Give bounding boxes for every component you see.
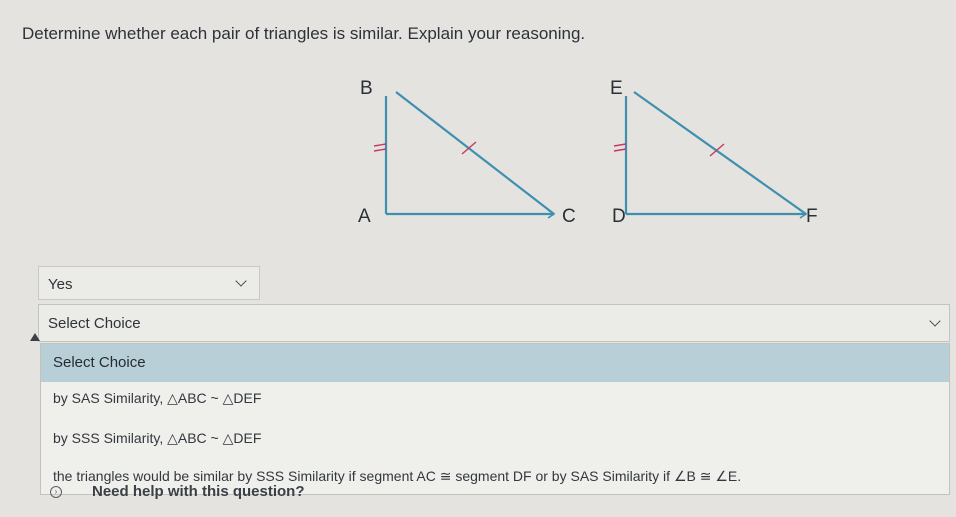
triangle-abc [358, 78, 576, 227]
chevron-circle-icon[interactable]: › [50, 486, 62, 498]
vertex-label-d: D [612, 206, 626, 227]
vertex-label-f: F [806, 206, 818, 227]
similar-dropdown[interactable] [38, 266, 260, 300]
option-conditional-similarity[interactable]: the triangles would be similar by SSS Similarity if segment AC ≅ segment DF or by SAS Similarity if ∠B ≅ ∠E. [53, 468, 742, 484]
vertex-label-e: E [610, 78, 623, 99]
help-link[interactable]: Need help with this question? [92, 483, 305, 500]
triangle-figure [330, 70, 850, 240]
vertex-label-c: C [562, 206, 576, 227]
triangle-def [610, 78, 818, 227]
reason-select[interactable] [38, 304, 950, 342]
option-sas-similarity[interactable]: by SAS Similarity, △ABC ~ △DEF [53, 390, 262, 406]
vertex-label-b: B [360, 78, 373, 99]
option-select-choice[interactable]: Select Choice [41, 344, 949, 382]
similar-dropdown-value: Yes [48, 276, 73, 293]
cursor-pointer-icon [30, 333, 40, 341]
chevron-down-icon [929, 315, 940, 326]
question-prompt: Determine whether each pair of triangles is similar. Explain your reasoning. [22, 24, 586, 43]
reason-select-value: Select Choice [48, 315, 141, 332]
chevron-down-icon [235, 275, 246, 286]
vertex-label-a: A [358, 206, 371, 227]
option-sss-similarity[interactable]: by SSS Similarity, △ABC ~ △DEF [53, 430, 262, 446]
reason-options-list [40, 343, 950, 495]
